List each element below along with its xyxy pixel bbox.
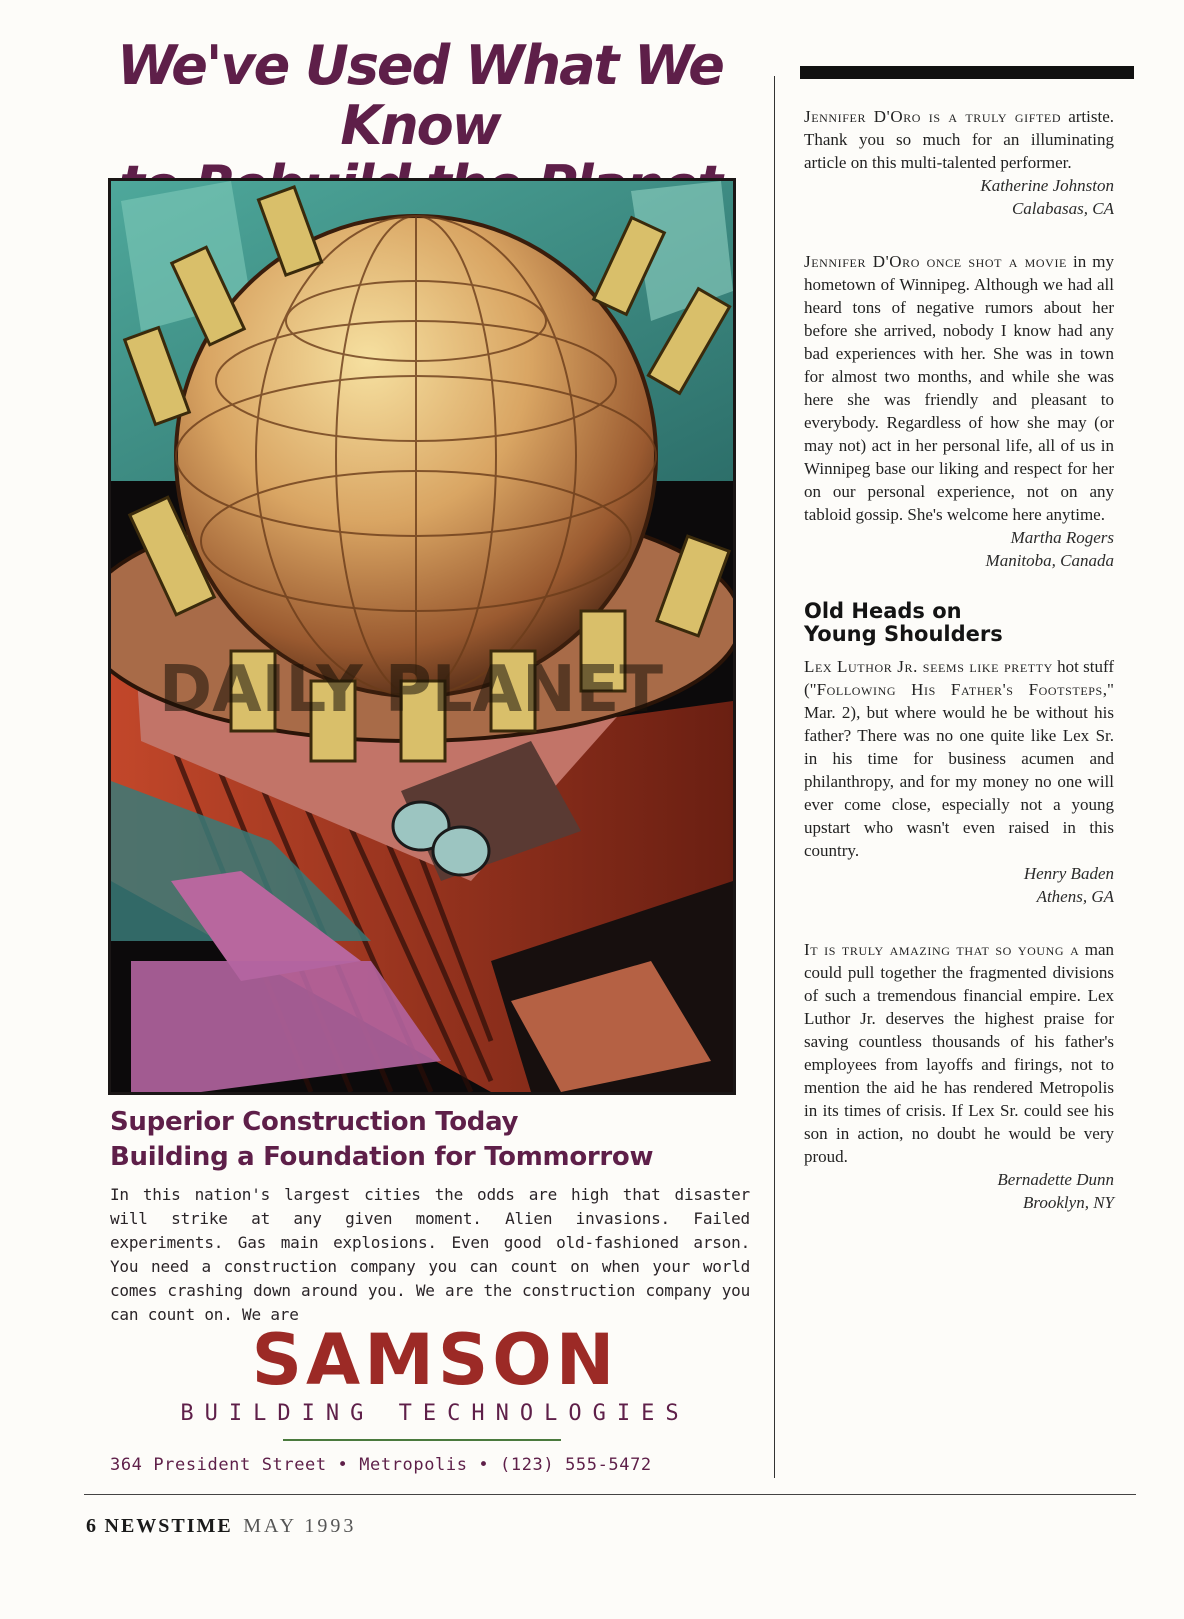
- company-name: SAMSON: [251, 1319, 619, 1401]
- letter: [804, 655, 1114, 908]
- company-address: 364 President Street • Metropolis • (123) 555-5472: [110, 1455, 652, 1475]
- letter-lead: It is truly amazing that so young a: [804, 940, 1080, 959]
- letter: [804, 938, 1114, 1214]
- article-title: Following His Father's Footsteps: [816, 680, 1103, 699]
- letters-column: [804, 105, 1114, 1214]
- globe-building-icon: [111, 181, 733, 1092]
- letter-author: Katherine Johnston: [980, 176, 1114, 195]
- letter-body: in my hometown of Winnipeg. Although we had all heard tons of negative rumors about her before she arrived, nobody I know had any bad experiences with her. She was in town for almost two months, and while she was here she was friendly and pleasant to everybody. Regardless of how she may (or may not) act in her personal life, all of us in Winnipeg base our liking and respect for her on our personal experience, not on any tabloid gossip. She's welcome here anytime.: [804, 252, 1114, 524]
- letter-location: Manitoba, Canada: [985, 551, 1114, 570]
- letter-author: Henry Baden: [1023, 864, 1114, 883]
- daily-planet-illustration: [108, 178, 736, 1095]
- letter-author: Bernadette Dunn: [997, 1170, 1114, 1189]
- section-heading-line-1: Old Heads on: [804, 599, 962, 623]
- letters-top-bar: [800, 66, 1134, 79]
- section-heading: [804, 600, 1114, 646]
- logo-rule: [283, 1439, 561, 1441]
- sign-lettering: DAILY PLANET: [158, 653, 664, 727]
- section-heading-line-2: Young Shoulders: [804, 622, 1003, 646]
- ad-subheadline-line-1: Superior Construction Today: [110, 1107, 519, 1137]
- letter-location: Athens, GA: [1036, 887, 1114, 906]
- ad-body-copy: In this nation's largest cities the odds are high that disaster will strike at any given moment. Alien invasions. Failed experiments. Gas main explosions. Even good old-fashioned arson. You need a construction company you can count on when your world comes crashing down around you. We are the construction company you can count on. We are: [110, 1185, 750, 1324]
- magazine-name: NEWSTIME: [104, 1515, 233, 1537]
- samson-logo: [165, 1319, 705, 1426]
- letter-body: artiste. Thank you so much for an illuminating article on this multi-talented performer.: [804, 107, 1115, 172]
- company-tagline: BUILDING TECHNOLOGIES: [180, 1401, 690, 1426]
- letter-body: hot stuff (": [804, 657, 1115, 699]
- ad-headline-line-1: We've Used What We Know: [117, 34, 723, 157]
- page-number: 6: [86, 1515, 98, 1537]
- letter: [804, 105, 1114, 220]
- column-divider: [774, 76, 775, 1478]
- letter-author: Martha Rogers: [1010, 528, 1114, 547]
- letter-body: ," Mar. 2), but where would he be without his father? There was no one quite like Lex Sr. in his time for business acumen and philanthropy, and for my money no one will ever come close, especially not a young upstart who wasn't even raised in this country.: [804, 680, 1114, 860]
- letter-location: Calabasas, CA: [1011, 199, 1114, 218]
- letter-location: Brooklyn, NY: [1023, 1193, 1114, 1212]
- ad-subheadline-line-2: Building a Foundation for Tommorrow: [110, 1142, 654, 1172]
- page-folio: [86, 1515, 356, 1538]
- letter-lead: Jennifer D'Oro once shot a movie: [804, 252, 1067, 271]
- letter-lead: Jennifer D'Oro is a truly gifted: [804, 107, 1062, 126]
- issue-date: MAY 1993: [243, 1515, 357, 1537]
- footer-rule: [84, 1494, 1136, 1495]
- letter-lead: Lex Luthor Jr. seems like pretty: [804, 657, 1053, 676]
- letter-body: man could pull together the fragmented divisions of such a tremendous financial empire. Lex Luthor Jr. deserves the highest praise for saving countless thousands of his father's employees from layoffs and firings, not to mention the aid he has rendered Metropolis in its times of crisis. If Lex Sr. could see his son in action, no doubt he would be very proud.: [804, 940, 1114, 1166]
- letter: [804, 250, 1114, 572]
- ad-subheadline: [110, 1105, 750, 1175]
